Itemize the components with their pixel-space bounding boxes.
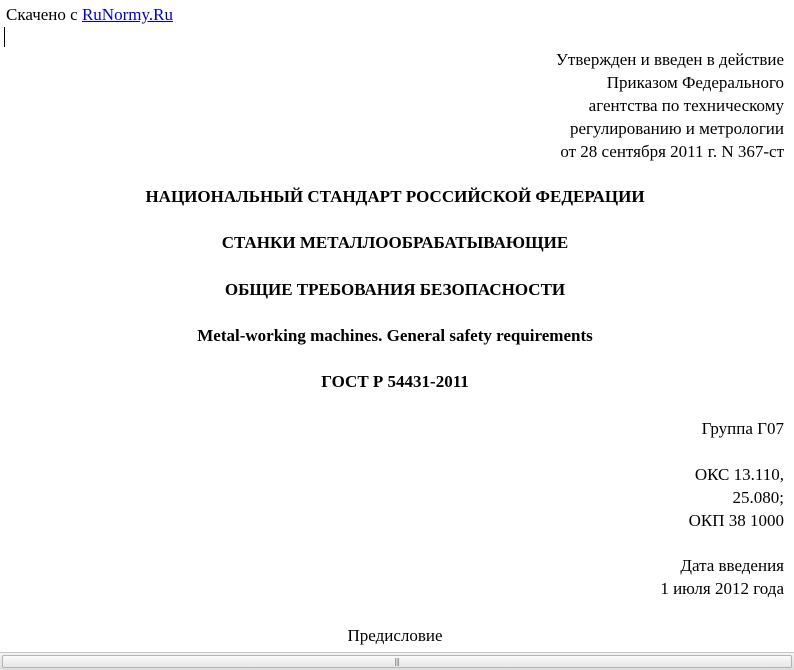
text-cursor xyxy=(4,27,5,47)
oks-line: ОКП 38 1000 xyxy=(688,511,784,530)
oks-line: 25.080; xyxy=(732,488,784,507)
standard-type-heading: НАЦИОНАЛЬНЫЙ СТАНДАРТ РОССИЙСКОЙ ФЕДЕРАЦИИ xyxy=(145,187,645,206)
approval-line: от 28 сентября 2011 г. N 367-ст xyxy=(560,142,784,161)
source-line xyxy=(6,4,173,26)
standard-code: ГОСТ Р 54431-2011 xyxy=(321,372,469,391)
subject-heading: СТАНКИ МЕТАЛЛООБРАБАТЫВАЮЩИЕ xyxy=(221,233,569,252)
english-title: Metal-working machines. General safety requirements xyxy=(197,326,593,345)
approval-line: Утвержден и введен в действие xyxy=(555,50,784,69)
scrollbar-grip-icon: ||| xyxy=(394,657,400,666)
oks-block xyxy=(689,464,784,533)
intro-date-value: 1 июля 2012 года xyxy=(660,579,784,598)
source-prefix: Скачено с xyxy=(6,5,78,24)
group-label: Группа Г07 xyxy=(701,419,784,438)
approval-line: регулированию и метрологии xyxy=(569,119,784,138)
intro-date-label: Дата введения xyxy=(680,556,784,575)
approval-line: агентства по техническому xyxy=(588,96,784,115)
intro-date-block xyxy=(660,555,784,601)
oks-line: ОКС 13.110, xyxy=(694,465,784,484)
scrollbar-thumb[interactable] xyxy=(2,655,792,668)
source-link[interactable]: RuNormy.Ru xyxy=(81,5,173,24)
approval-block xyxy=(556,49,784,164)
subtitle-heading: ОБЩИЕ ТРЕБОВАНИЯ БЕЗОПАСНОСТИ xyxy=(224,280,566,299)
horizontal-scrollbar[interactable] xyxy=(0,652,794,670)
approval-line: Приказом Федерального xyxy=(606,73,784,92)
preface-heading: Предисловие xyxy=(347,626,443,645)
